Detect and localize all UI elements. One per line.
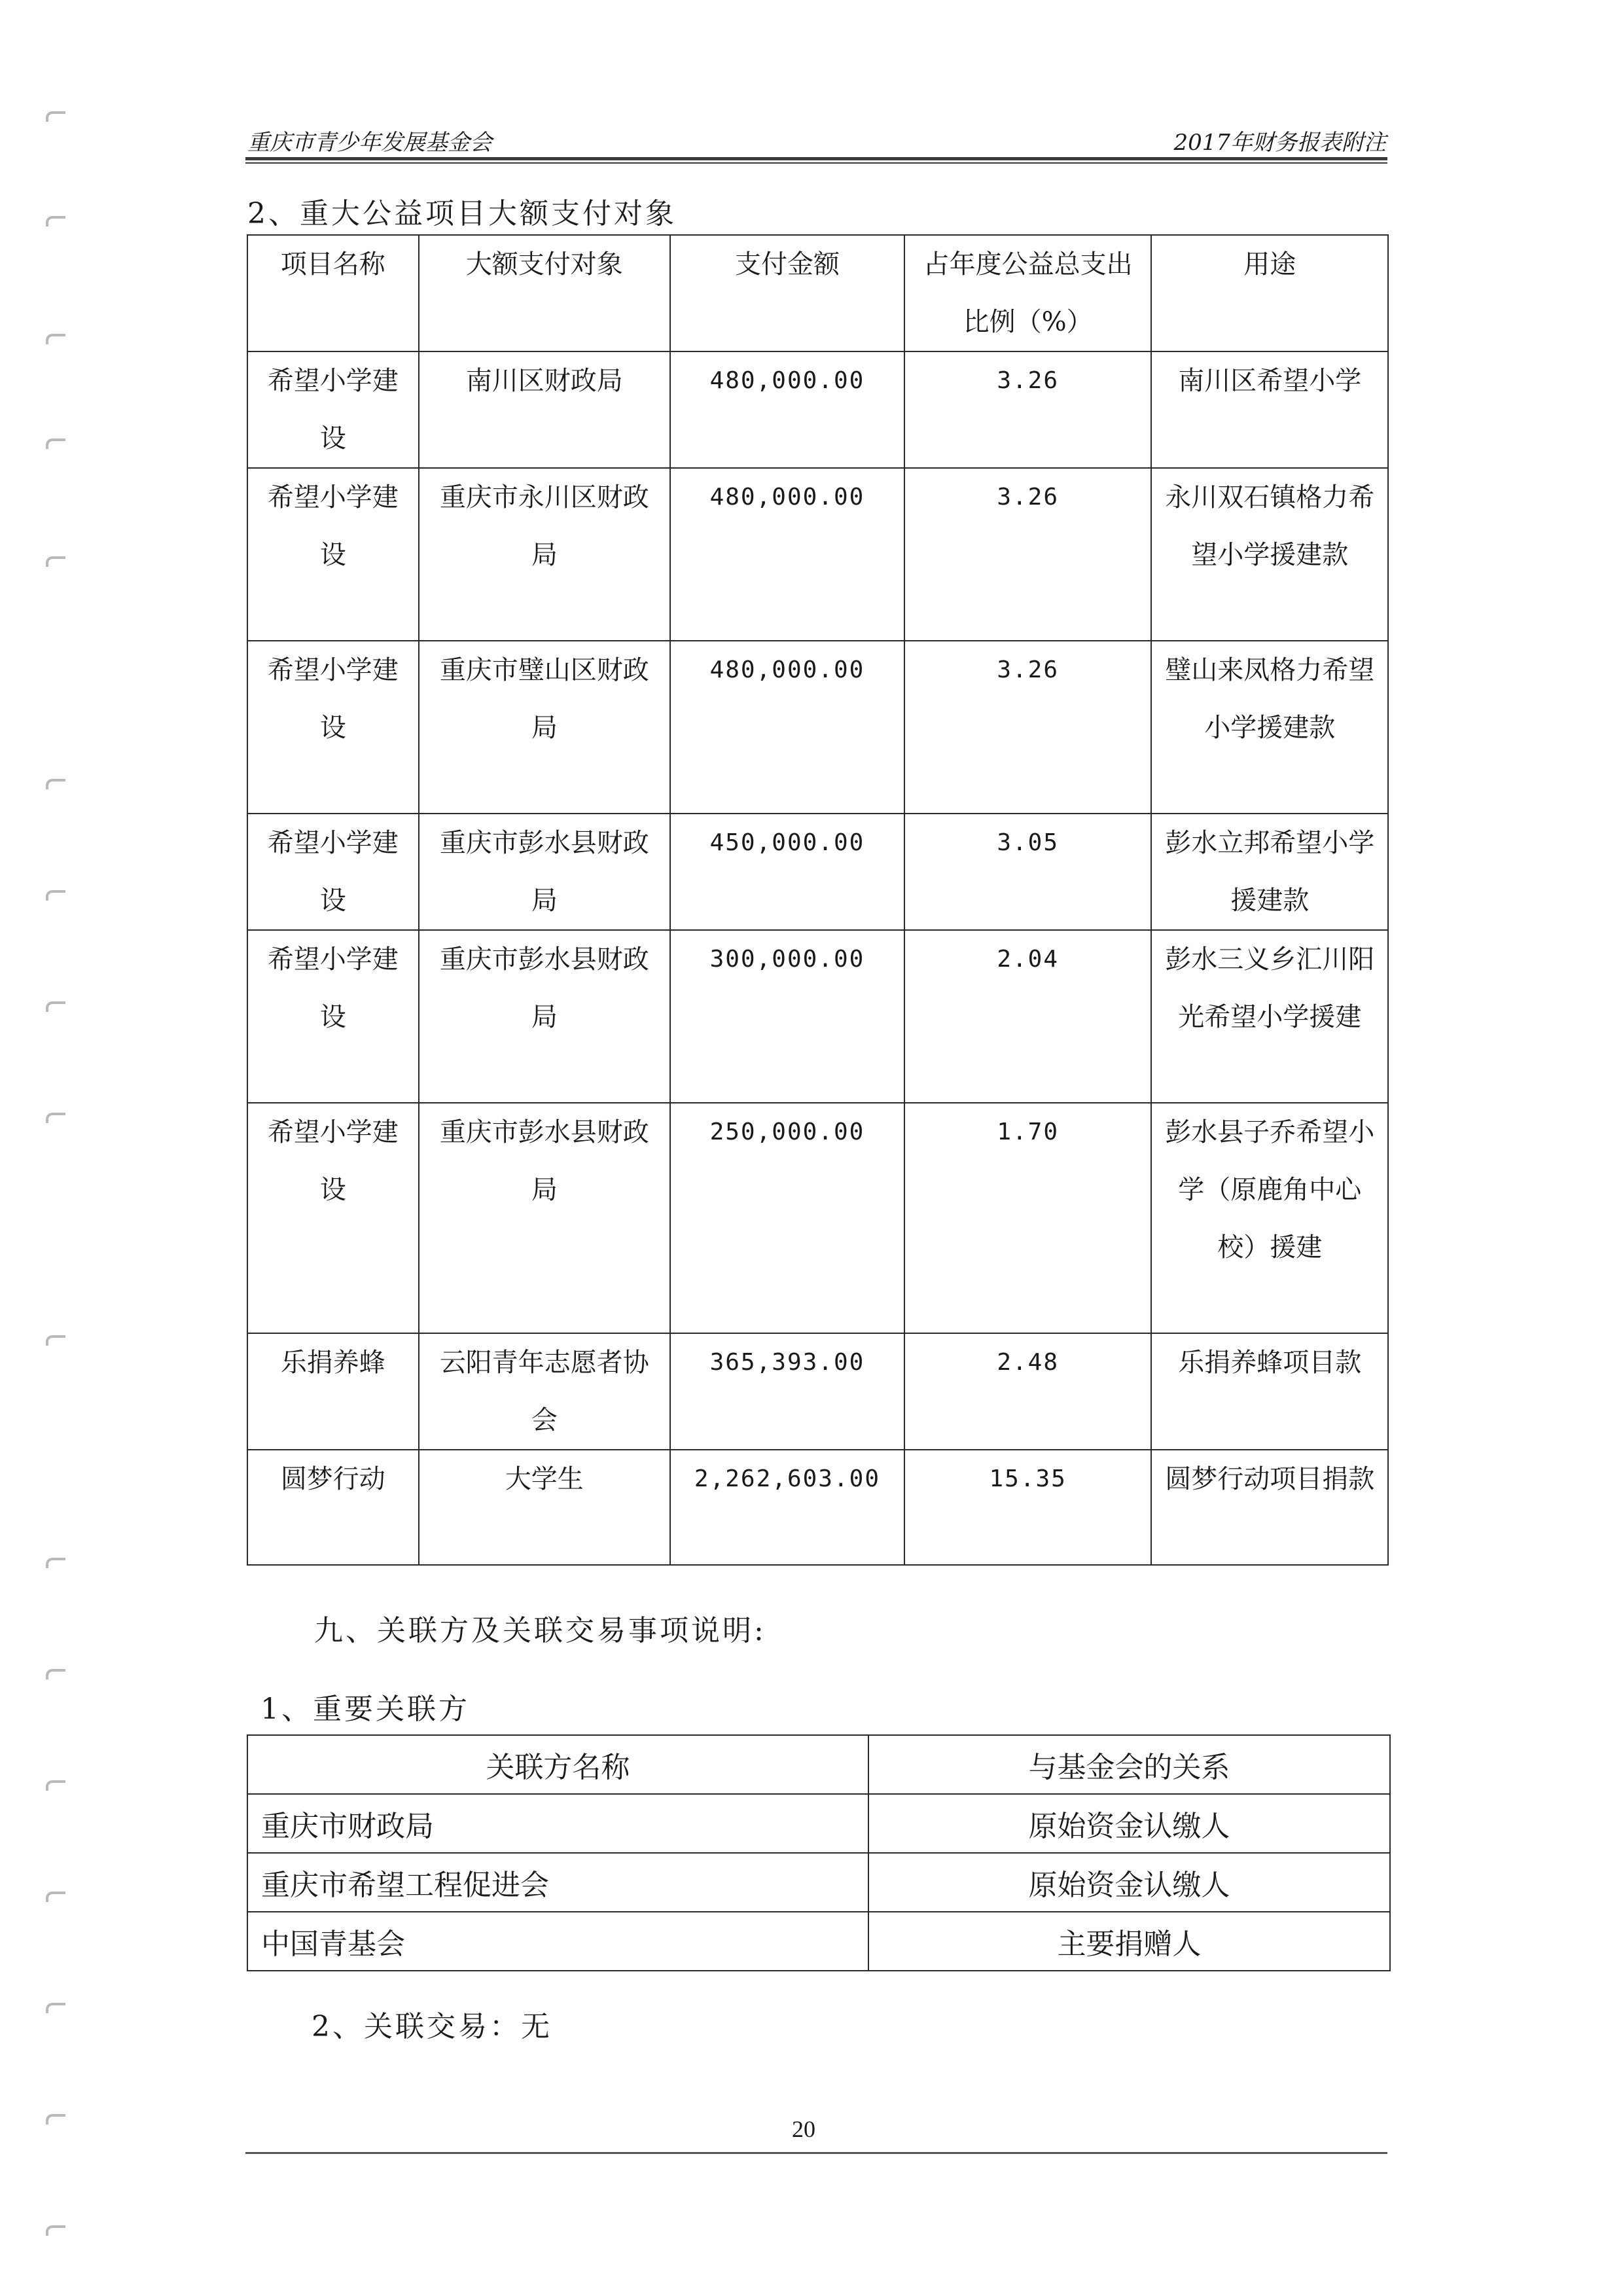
section-9-title: 九、关联方及关联交易事项说明:	[314, 1614, 766, 1647]
cell-amount: 2,262,603.00	[670, 1450, 904, 1565]
cell-payee: 南川区财政局	[419, 351, 670, 468]
cell-ratio: 3.26	[904, 641, 1152, 814]
cell-project: 希望小学建设	[247, 468, 419, 641]
cell-purpose: 彭水县子乔希望小学（原鹿角中心校）援建	[1151, 1103, 1388, 1333]
cell-purpose: 彭水三义乡汇川阳光希望小学援建	[1151, 930, 1388, 1103]
header-rule	[245, 157, 1387, 160]
related-transactions-text: 2、关联交易：无	[312, 2010, 552, 2043]
cell-party-name: 重庆市财政局	[247, 1794, 868, 1853]
table-row	[247, 351, 1388, 468]
table-row	[247, 641, 1388, 814]
cell-purpose: 乐捐养蜂项目款	[1151, 1333, 1388, 1450]
table-header-row	[247, 1735, 1390, 1794]
related-parties-title: 1、重要关联方	[260, 1693, 470, 1726]
page-number: 20	[792, 2116, 815, 2142]
cell-payee: 重庆市永川区财政局	[419, 468, 670, 641]
cell-payee: 重庆市彭水县财政局	[419, 930, 670, 1103]
cell-amount: 480,000.00	[670, 351, 904, 468]
cell-project: 希望小学建设	[247, 1103, 419, 1333]
cell-project: 圆梦行动	[247, 1450, 419, 1565]
cell-amount: 250,000.00	[670, 1103, 904, 1333]
cell-ratio: 3.26	[904, 351, 1152, 468]
cell-purpose: 彭水立邦希望小学援建款	[1151, 814, 1388, 930]
table-row	[247, 1853, 1390, 1912]
header-doc-title: 2017年财务报表附注	[1173, 130, 1386, 156]
section-2-title: 2、重大公益项目大额支付对象	[247, 197, 677, 230]
cell-relationship: 原始资金认缴人	[868, 1853, 1390, 1912]
cell-ratio: 15.35	[904, 1450, 1152, 1565]
page-header	[247, 124, 1386, 157]
table-row	[247, 1333, 1388, 1450]
cell-ratio: 3.26	[904, 468, 1152, 641]
cell-amount: 365,393.00	[670, 1333, 904, 1450]
table-row	[247, 814, 1388, 930]
cell-project: 乐捐养蜂	[247, 1333, 419, 1450]
table-row	[247, 468, 1388, 641]
col-header-party-name: 关联方名称	[247, 1735, 868, 1794]
cell-ratio: 2.48	[904, 1333, 1152, 1450]
cell-party-name: 重庆市希望工程促进会	[247, 1853, 868, 1912]
cell-purpose: 璧山来凤格力希望小学援建款	[1151, 641, 1388, 814]
cell-payee: 重庆市璧山区财政局	[419, 641, 670, 814]
footer-rule	[245, 2152, 1387, 2154]
cell-purpose: 圆梦行动项目捐款	[1151, 1450, 1388, 1565]
cell-project: 希望小学建设	[247, 351, 419, 468]
col-header-project: 项目名称	[247, 235, 419, 351]
header-rule-thin	[245, 162, 1387, 164]
cell-ratio: 2.04	[904, 930, 1152, 1103]
cell-party-name: 中国青基会	[247, 1912, 868, 1971]
cell-amount: 300,000.00	[670, 930, 904, 1103]
cell-amount: 450,000.00	[670, 814, 904, 930]
cell-relationship: 主要捐赠人	[868, 1912, 1390, 1971]
cell-ratio: 3.05	[904, 814, 1152, 930]
cell-project: 希望小学建设	[247, 641, 419, 814]
table-row	[247, 1794, 1390, 1853]
cell-payee: 重庆市彭水县财政局	[419, 1103, 670, 1333]
cell-payee: 云阳青年志愿者协会	[419, 1333, 670, 1450]
cell-amount: 480,000.00	[670, 641, 904, 814]
col-header-ratio: 占年度公益总支出比例（%）	[904, 235, 1152, 351]
table-row	[247, 930, 1388, 1103]
binding-marks	[46, 0, 65, 2296]
cell-amount: 480,000.00	[670, 468, 904, 641]
cell-ratio: 1.70	[904, 1103, 1152, 1333]
col-header-relationship: 与基金会的关系	[868, 1735, 1390, 1794]
cell-payee: 大学生	[419, 1450, 670, 1565]
table-row	[247, 1912, 1390, 1971]
table-row	[247, 1450, 1388, 1565]
table-row	[247, 1103, 1388, 1333]
cell-purpose: 永川双石镇格力希望小学援建款	[1151, 468, 1388, 641]
cell-project: 希望小学建设	[247, 930, 419, 1103]
related-parties-table	[247, 1734, 1391, 1971]
col-header-payee: 大额支付对象	[419, 235, 670, 351]
cell-payee: 重庆市彭水县财政局	[419, 814, 670, 930]
col-header-purpose: 用途	[1151, 235, 1388, 351]
table-header-row	[247, 235, 1388, 351]
header-org: 重庆市青少年发展基金会	[247, 130, 492, 156]
payments-table	[247, 234, 1389, 1566]
col-header-amount: 支付金额	[670, 235, 904, 351]
cell-project: 希望小学建设	[247, 814, 419, 930]
cell-purpose: 南川区希望小学	[1151, 351, 1388, 468]
cell-relationship: 原始资金认缴人	[868, 1794, 1390, 1853]
